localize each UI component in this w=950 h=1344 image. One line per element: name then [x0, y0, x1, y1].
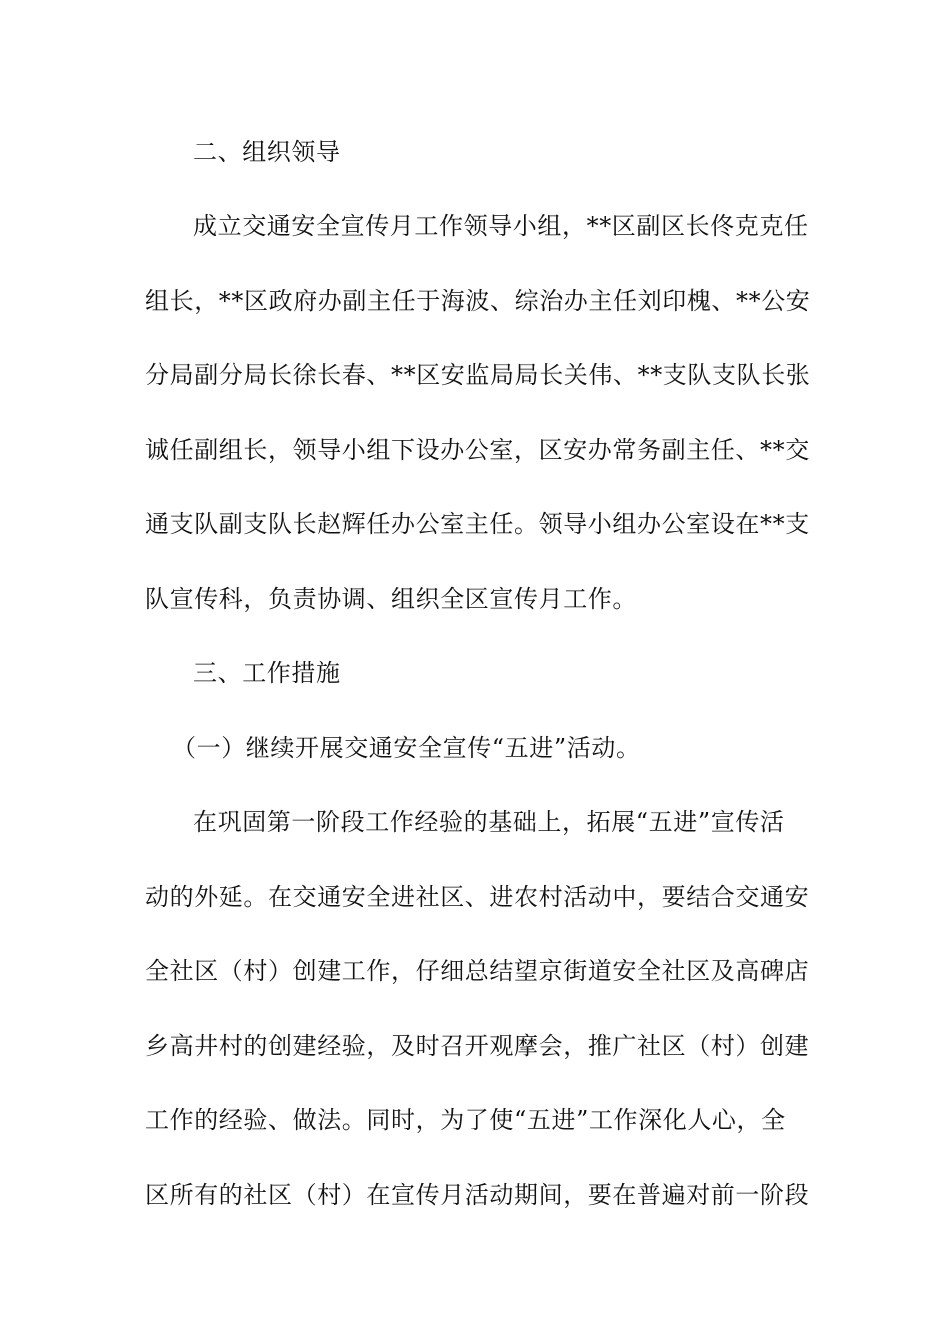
- paragraph-line: 全社区（村）创建工作，仔细总结望京街道安全社区及高碑店: [145, 957, 810, 985]
- subsection-heading: （一）继续开展交通安全宣传“五进”活动。: [172, 734, 641, 762]
- paragraph-line: 诚任副组长，领导小组下设办公室，区安办常务副主任、**交: [145, 436, 810, 464]
- paragraph-line: 通支队副支队长赵辉任办公室主任。领导小组办公室设在**支: [145, 510, 810, 538]
- paragraph-line: 成立交通安全宣传月工作领导小组，**区副区长佟克克任: [193, 212, 809, 240]
- paragraph-line: 区所有的社区（村）在宣传月活动期间，要在普遍对前一阶段: [145, 1181, 810, 1209]
- paragraph-line: 工作的经验、做法。同时，为了使“五进”工作深化人心，全: [145, 1106, 786, 1134]
- paragraph-line: 队宣传科，负责协调、组织全区宣传月工作。: [145, 585, 637, 613]
- paragraph-line: 分局副分局长徐长春、**区安监局局长关伟、**支队支队长张: [145, 361, 810, 389]
- section-heading-measures: 三、工作措施: [193, 659, 341, 687]
- paragraph-line: 组长，**区政府办副主任于海波、综治办主任刘印槐、**公安: [145, 287, 810, 315]
- paragraph-line: 动的外延。在交通安全进社区、进农村活动中，要结合交通安: [145, 883, 810, 911]
- paragraph-line: 在巩固第一阶段工作经验的基础上，拓展“五进”宣传活: [193, 808, 785, 836]
- section-heading-organization: 二、组织领导: [193, 138, 341, 166]
- paragraph-line: 乡高井村的创建经验，及时召开观摩会，推广社区（村）创建: [145, 1032, 810, 1060]
